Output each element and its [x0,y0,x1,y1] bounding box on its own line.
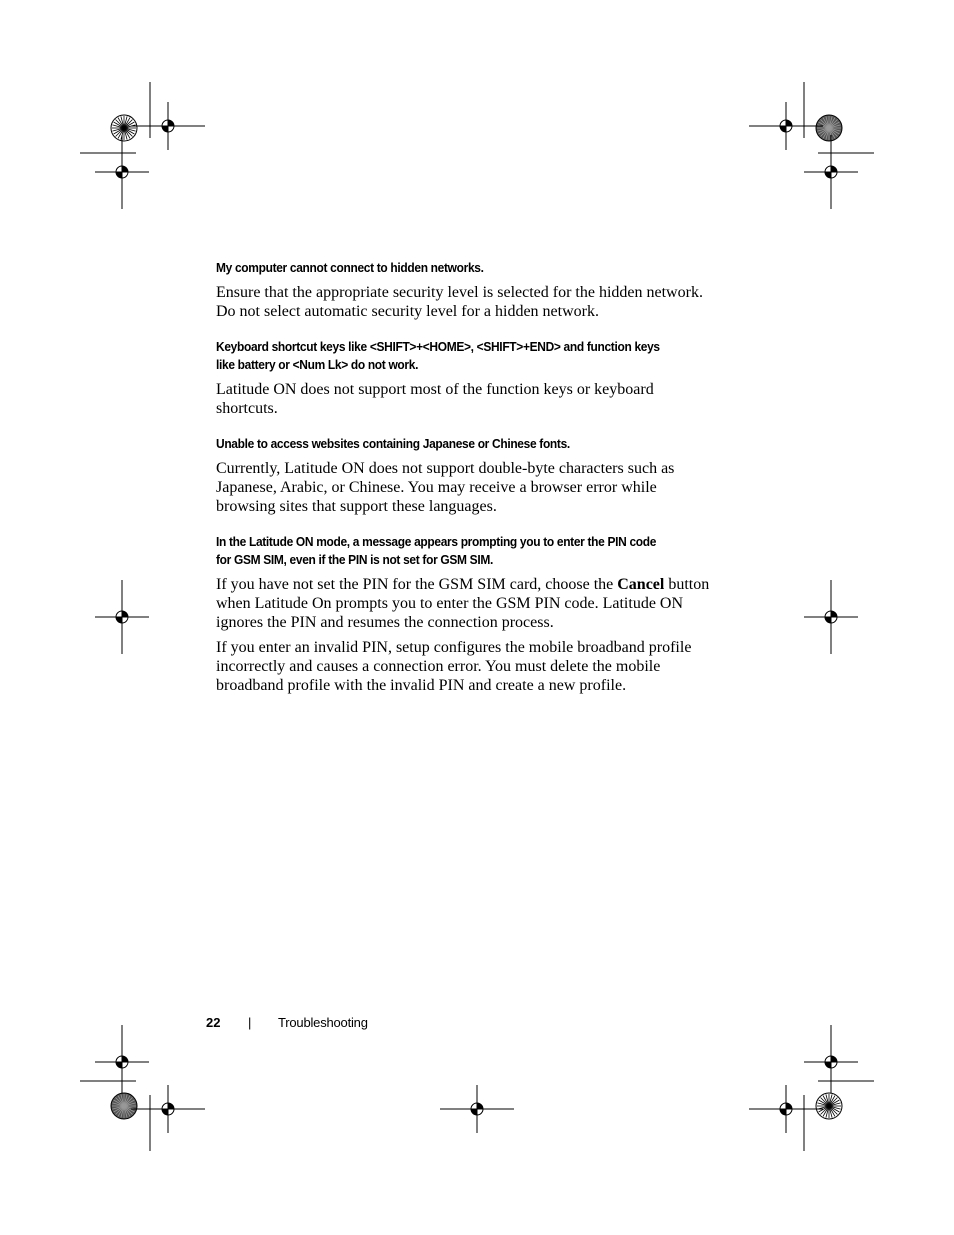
footer-separator: | [248,1015,252,1030]
heading-japanese-chinese-fonts: Unable to access websites containing Japanese or Chinese fonts. [216,436,570,451]
heading-gsm-pin-line1: In the Latitude ON mode, a message appears prompting you to enter the PIN code [216,534,657,549]
page-number: 22 [206,1015,221,1030]
page-content [216,259,716,695]
footer-section-title: Troubleshooting [278,1015,368,1030]
paragraph-gsm-pin-cancel-end: button when Latitude On prompts you to enter the GSM PIN code. Latitude ON ignores the PIN and resumes the connection process. [216,576,710,631]
heading-keyboard-shortcuts-line2: like battery or <Num Lk> do not work. [216,357,419,372]
paragraph-gsm-pin-cancel-start: If you have not set the PIN for the GSM SIM card, choose the [216,576,618,593]
paragraph-gsm-pin-cancel [216,575,716,632]
heading-gsm-pin [216,533,713,569]
paragraph-keyboard-shortcuts: Latitude ON does not support most of the function keys or keyboard shortcuts. [216,381,654,417]
heading-gsm-pin-line2: for GSM SIM, even if the PIN is not set for GSM SIM. [216,552,493,567]
paragraph-hidden-networks: Ensure that the appropriate security level is selected for the hidden network. Do not select automatic security level for a hidden network. [216,284,703,320]
heading-keyboard-shortcuts-line1: Keyboard shortcut keys like <SHIFT>+<HOME>, <SHIFT>+END> and function keys [216,339,660,354]
cancel-button-reference: Cancel [617,576,665,593]
heading-keyboard-shortcuts [216,338,713,374]
paragraph-gsm-pin-invalid: If you enter an invalid PIN, setup configures the mobile broadband profile incorrectly and causes a connection error. You must delete the mobile broadband profile with the invalid PIN and create a new profile. [216,639,692,694]
paragraph-japanese-chinese-fonts: Currently, Latitude ON does not support double-byte characters such as Japanese, Arabic, or Chinese. You may receive a browser error while browsing sites that support these languages. [216,460,675,515]
heading-hidden-networks: My computer cannot connect to hidden networks. [216,260,484,275]
